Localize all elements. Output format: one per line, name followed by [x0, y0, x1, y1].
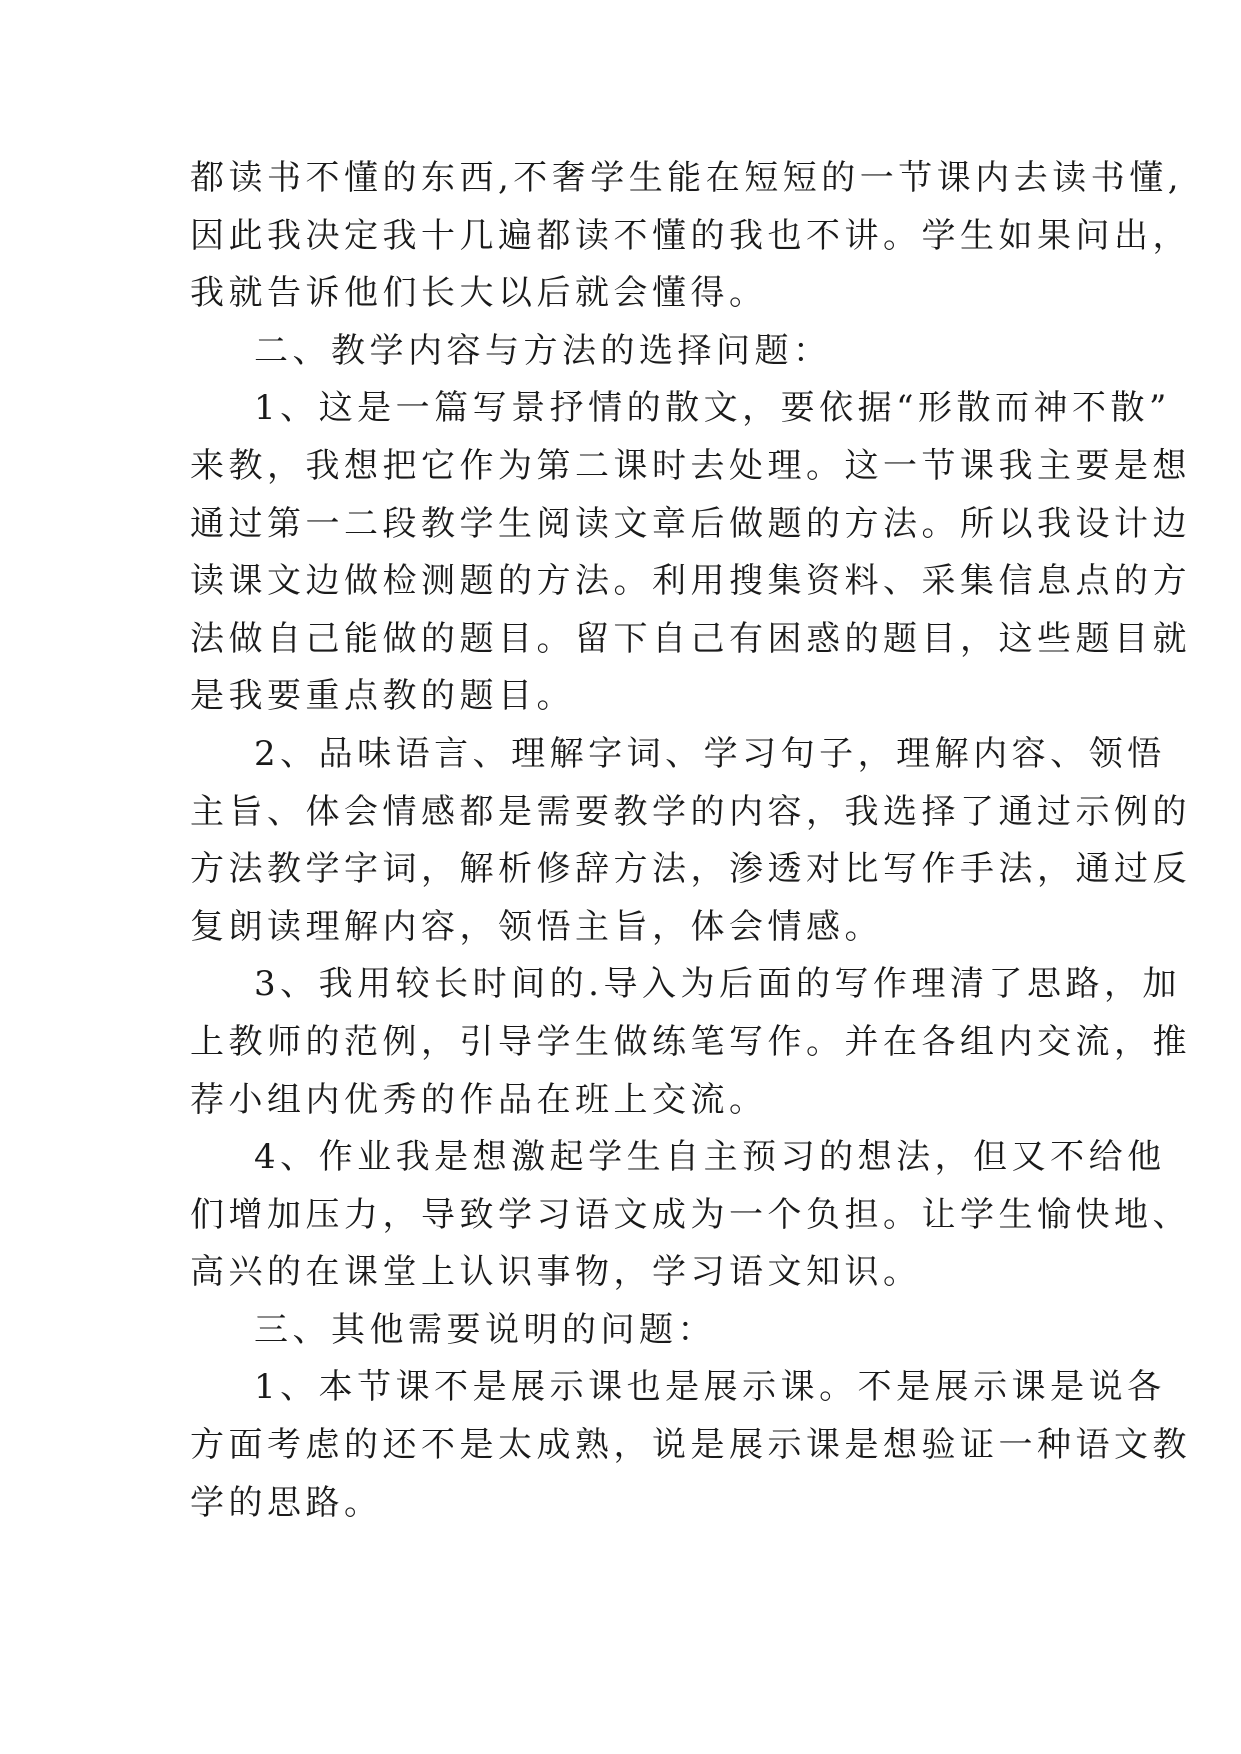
text-line: 2、品味语言、理解字词、学习句子，理解内容、领悟 — [254, 733, 1166, 774]
text-line: 我就告诉他们长大以后就会懂得。 — [190, 273, 768, 314]
text-line: 主旨、体会情感都是需要教学的内容，我选择了通过示例的 — [190, 791, 1191, 832]
text-line: 复朗读理解内容，领悟主旨，体会情感。 — [190, 906, 883, 947]
text-line: 方面考虑的还不是太成熟，说是展示课是想验证一种语文教 — [190, 1425, 1191, 1466]
text-line: 3、我用较长时间的.导入为后面的写作理清了思路，加 — [254, 964, 1181, 1005]
text-line: 是我要重点教的题目。 — [190, 676, 575, 717]
text-line: 因此我决定我十几遍都读不懂的我也不讲。学生如果问出， — [190, 215, 1191, 256]
text-line: 上教师的范例，引导学生做练笔写作。并在各组内交流，推 — [190, 1021, 1191, 1062]
text-line: 通过第一二段教学生阅读文章后做题的方法。所以我设计边 — [190, 503, 1191, 544]
text-line: 们增加压力，导致学习语文成为一个负担。让学生愉快地、 — [190, 1194, 1191, 1235]
text-line: 1、这是一篇写景抒情的散文，要依据“形散而神不散” — [254, 388, 1171, 429]
section-heading-3: 三、其他需要说明的问题： — [254, 1309, 716, 1350]
document-body — [190, 150, 1191, 1532]
text-line: 荐小组内优秀的作品在班上交流。 — [190, 1079, 768, 1120]
text-line: 法做自己能做的题目。留下自己有困惑的题目，这些题目就 — [190, 618, 1191, 659]
section-heading-2: 二、教学内容与方法的选择问题： — [254, 330, 832, 371]
text-line: 高兴的在课堂上认识事物，学习语文知识。 — [190, 1252, 922, 1293]
text-line: 读课文边做检测题的方法。利用搜集资料、采集信息点的方 — [190, 561, 1191, 602]
text-line: 1、本节课不是展示课也是展示课。不是展示课是说各 — [254, 1367, 1166, 1408]
text-line: 来教，我想把它作为第二课时去处理。这一节课我主要是想 — [190, 445, 1191, 486]
text-line: 都读书不懂的东西,不奢学生能在短短的一节课内去读书懂, — [190, 158, 1184, 198]
text-line: 方法教学字词，解析修辞方法，渗透对比写作手法，通过反 — [190, 849, 1191, 890]
text-line: 4、作业我是想激起学生自主预习的想法，但又不给他 — [254, 1137, 1166, 1178]
text-line: 学的思路。 — [190, 1482, 383, 1523]
